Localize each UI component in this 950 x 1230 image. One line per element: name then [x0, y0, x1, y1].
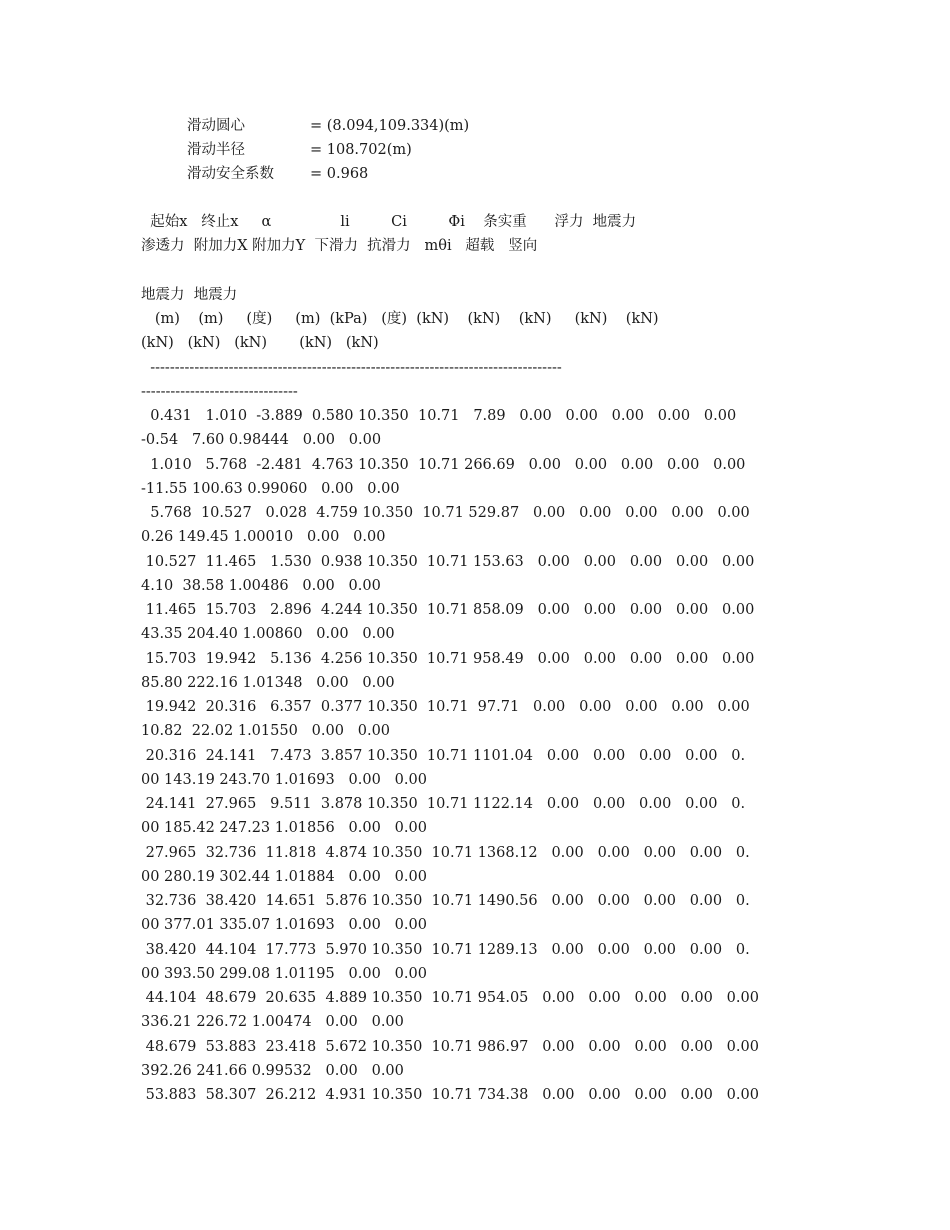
table-row-line: 19.942 20.316 6.357 0.377 10.350 10.71 97.71 0.00 0.00 0.00 0.00 0.00	[141, 699, 750, 715]
table-header-line: 起始x 终止x α li Ci Φi 条实重 浮力 地震力	[141, 214, 637, 230]
table-row-line: 32.736 38.420 14.651 5.876 10.350 10.71 1490.56 0.00 0.00 0.00 0.00 0.	[141, 893, 750, 909]
table-header-line: ------------------------------------------------------------------------------------	[141, 359, 562, 376]
table-row-line: 24.141 27.965 9.511 3.878 10.350 10.71 1122.14 0.00 0.00 0.00 0.00 0.	[141, 796, 746, 812]
summary-row	[187, 114, 469, 138]
table-row-line: 43.35 204.40 1.00860 0.00 0.00	[141, 626, 395, 643]
table-row-line: 00 377.01 335.07 1.01693 0.00 0.00	[141, 917, 427, 934]
table-row-line: 20.316 24.141 7.473 3.857 10.350 10.71 1101.04 0.00 0.00 0.00 0.00 0.	[141, 747, 746, 764]
table-row-line: 00 280.19 302.44 1.01884 0.00 0.00	[141, 868, 427, 885]
table-row-line: 0.26 149.45 1.00010 0.00 0.00	[141, 529, 386, 546]
summary-row	[187, 162, 368, 186]
table-row-line: -11.55 100.63 0.99060 0.00 0.00	[141, 480, 400, 497]
table-row-line: 38.420 44.104 17.773 5.970 10.350 10.71 1289.13 0.00 0.00 0.00 0.00 0.	[141, 941, 750, 958]
table-header-line: (kN) (kN) (kN) (kN) (kN)	[141, 335, 379, 352]
table-row-line: 1.010 5.768 -2.481 4.763 10.350 10.71 266.69 0.00 0.00 0.00 0.00 0.00	[141, 456, 746, 473]
summary-value: = 108.702(m)	[310, 142, 412, 158]
table-row-line: 10.82 22.02 1.01550 0.00 0.00	[141, 723, 391, 740]
table-row-line: 15.703 19.942 5.136 4.256 10.350 10.71 958.49 0.00 0.00 0.00 0.00 0.00	[141, 650, 755, 667]
table-row-line: 10.527 11.465 1.530 0.938 10.350 10.71 153.63 0.00 0.00 0.00 0.00 0.00	[141, 553, 755, 570]
summary-label: 滑动半径	[187, 142, 245, 158]
table-row-line: -0.54 7.60 0.98444 0.00 0.00	[141, 432, 382, 449]
table-row-line: 5.768 10.527 0.028 4.759 10.350 10.71 529.87 0.00 0.00 0.00 0.00 0.00	[141, 505, 750, 521]
table-row-line: 00 185.42 247.23 1.01856 0.00 0.00	[141, 820, 427, 837]
table-header-line: 渗透力 附加力X 附加力Y 下滑力 抗滑力 mθi 超载 竖向	[141, 238, 538, 255]
table-row-line: 392.26 241.66 0.99532 0.00 0.00	[141, 1062, 404, 1079]
summary-label: 滑动安全系数	[187, 166, 274, 182]
table-row-line: 4.10 38.58 1.00486 0.00 0.00	[141, 577, 381, 594]
summary-value: = (8.094,109.334)(m)	[310, 118, 470, 134]
table-row-line: 48.679 53.883 23.418 5.672 10.350 10.71 986.97 0.00 0.00 0.00 0.00 0.00	[141, 1038, 759, 1055]
table-header-line: (m) (m) (度) (m) (kPa) (度) (kN) (kN) (kN) (kN) (kN)	[141, 311, 659, 327]
table-row-line: 11.465 15.703 2.896 4.244 10.350 10.71 858.09 0.00 0.00 0.00 0.00 0.00	[141, 602, 755, 618]
table-header-line: --------------------------------	[141, 383, 298, 400]
table-row-line: 336.21 226.72 1.00474 0.00 0.00	[141, 1014, 404, 1031]
table-row-line: 53.883 58.307 26.212 4.931 10.350 10.71 734.38 0.00 0.00 0.00 0.00 0.00	[141, 1087, 759, 1103]
summary-value: = 0.968	[310, 166, 369, 182]
table-row-line: 0.431 1.010 -3.889 0.580 10.350 10.71 7.89 0.00 0.00 0.00 0.00 0.00	[141, 408, 737, 424]
table-row-line: 44.104 48.679 20.635 4.889 10.350 10.71 954.05 0.00 0.00 0.00 0.00 0.00	[141, 990, 759, 1006]
table-row-line: 27.965 32.736 11.818 4.874 10.350 10.71 1368.12 0.00 0.00 0.00 0.00 0.	[141, 844, 750, 861]
table-row-line: 85.80 222.16 1.01348 0.00 0.00	[141, 674, 395, 691]
table-header-line: 地震力 地震力	[141, 286, 238, 303]
table-row-line: 00 143.19 243.70 1.01693 0.00 0.00	[141, 771, 427, 788]
table-row-line: 00 393.50 299.08 1.01195 0.00 0.00	[141, 965, 427, 982]
summary-label: 滑动圆心	[187, 118, 245, 134]
summary-row	[187, 138, 412, 162]
